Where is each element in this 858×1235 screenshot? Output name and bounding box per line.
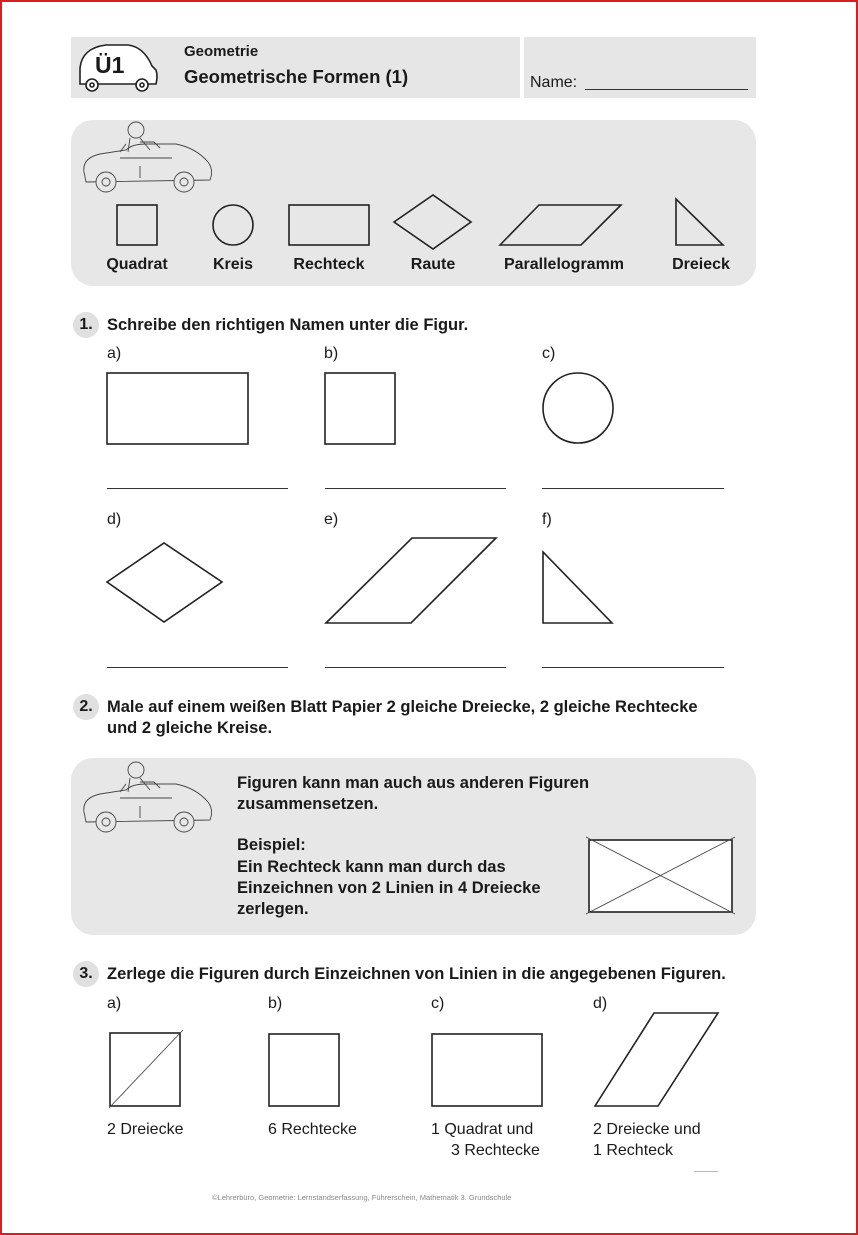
task1-answer-e[interactable] (325, 667, 506, 668)
shape-parallelogramm (499, 204, 623, 246)
task1-text: Schreibe den richtigen Namen unter die Figur. (107, 316, 469, 334)
task1-letter-b: b) (324, 345, 339, 362)
task1-answer-d[interactable] (107, 667, 288, 668)
task1-letter-e: e) (324, 511, 339, 528)
task1-answer-c[interactable] (542, 488, 724, 489)
car-driver-icon (80, 122, 216, 196)
task3-caption-d-line2: 1 Rechteck (593, 1142, 674, 1159)
task2-number: 2. (73, 694, 99, 720)
task3-figure-a[interactable] (109, 1030, 185, 1110)
task3-number: 3. (73, 961, 99, 987)
shape-raute (393, 194, 473, 250)
info-line2: zusammensetzen. (237, 795, 379, 813)
label-kreis: Kreis (212, 256, 254, 273)
footer-copyright: ©Lehrerbüro, Geometrie: Lernstandserfassung, Führerschein, Mathematik 3. Grundschule (212, 1193, 512, 1202)
task3-figure-c[interactable] (431, 1033, 544, 1108)
task3-caption-a: 2 Dreiecke (107, 1121, 184, 1138)
divider (694, 1171, 718, 1172)
header-badge: Ü1 (95, 52, 125, 78)
task1-letter-a: a) (107, 345, 122, 362)
task3-letter-a: a) (107, 995, 122, 1012)
label-rechteck: Rechteck (293, 256, 365, 273)
shape-kreis (212, 204, 254, 246)
task3-text: Zerlege die Figuren durch Einzeichnen von Linien in die angegebenen Figuren. (107, 965, 726, 983)
task3-caption-d-line1: 2 Dreiecke und (593, 1121, 701, 1138)
header-subject: Geometrie (184, 43, 259, 60)
car-driver-icon (80, 762, 216, 836)
task3-letter-d: d) (593, 995, 608, 1012)
label-raute: Raute (410, 256, 456, 273)
task1-figure-f (542, 551, 614, 625)
task1-letter-f: f) (542, 511, 552, 528)
shape-dreieck (675, 198, 725, 246)
task1-answer-a[interactable] (107, 488, 288, 489)
task3-figure-b[interactable] (268, 1033, 340, 1108)
info-example-line1: Ein Rechteck kann man durch das (237, 858, 506, 876)
info-example-label: Beispiel: (237, 836, 306, 854)
shape-rechteck (288, 204, 370, 246)
watermark: Mehr: Führerschein Mathematik Arbeitsblätter (628, 1219, 851, 1231)
task1-figure-c (542, 372, 614, 446)
info-example-line2: Einzeichnen von 2 Linien in 4 Dreiecke (237, 879, 541, 897)
task1-figure-d (106, 542, 224, 624)
task2-text-line2: und 2 gleiche Kreise. (107, 719, 273, 737)
task1-answer-f[interactable] (542, 667, 724, 668)
task1-number: 1. (73, 312, 99, 338)
task1-figure-a (106, 372, 250, 446)
label-dreieck: Dreieck (672, 256, 730, 273)
task1-figure-b (324, 372, 396, 446)
task3-caption-b: 6 Rechtecke (268, 1121, 357, 1138)
task3-figure-d[interactable] (594, 1012, 721, 1108)
info-example-line3: zerlegen. (237, 900, 309, 918)
label-parallelogramm: Parallelogramm (503, 256, 625, 273)
name-label: Name: (530, 74, 578, 91)
task3-letter-c: c) (431, 995, 445, 1012)
page-title: Geometrische Formen (1) (184, 66, 409, 87)
example-rectangle-figure (586, 837, 736, 915)
task1-letter-c: c) (542, 345, 556, 362)
info-line1: Figuren kann man auch aus anderen Figuren (237, 774, 590, 792)
shape-quadrat (116, 204, 158, 246)
task3-letter-b: b) (268, 995, 283, 1012)
task1-figure-e (325, 537, 498, 625)
task2-text-line1: Male auf einem weißen Blatt Papier 2 gleiche Dreiecke, 2 gleiche Rechtecke (107, 698, 698, 716)
label-quadrat: Quadrat (106, 256, 168, 273)
task1-answer-b[interactable] (325, 488, 506, 489)
name-field[interactable] (585, 89, 748, 90)
task1-letter-d: d) (107, 511, 122, 528)
task3-caption-c-line1: 1 Quadrat und (431, 1121, 534, 1138)
task3-caption-c-line2: 3 Rechtecke (451, 1142, 540, 1159)
